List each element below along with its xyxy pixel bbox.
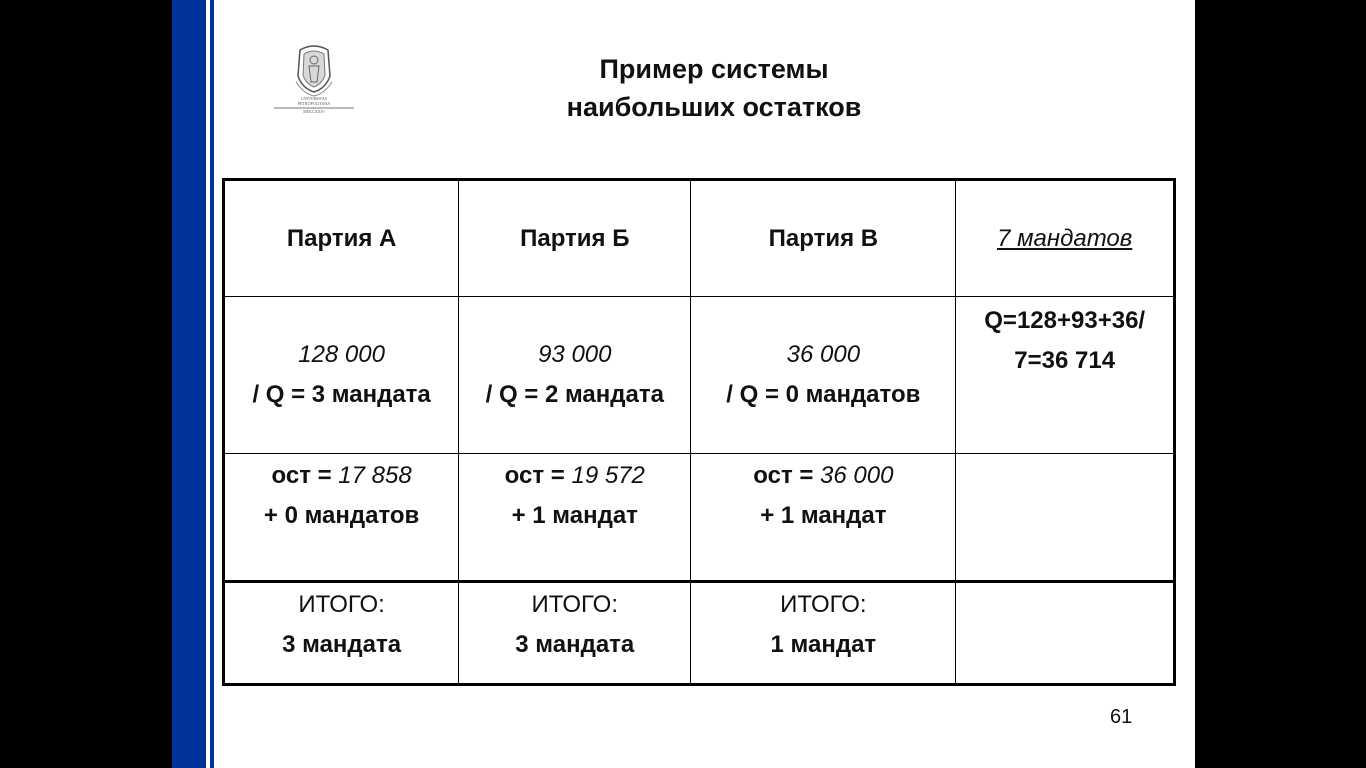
svg-text:MDCCXXIV: MDCCXXIV xyxy=(303,109,325,114)
table-header-row xyxy=(224,180,1175,297)
cell-votes-v xyxy=(691,297,956,454)
cell-votes-a xyxy=(224,297,459,454)
extra-seats-b: + 1 мандат xyxy=(511,502,638,529)
page-number: 61 xyxy=(1110,706,1133,728)
quota-result-v: / Q = 0 мандатов xyxy=(726,381,921,408)
quota-formula-line-2: 7=36 714 xyxy=(1014,347,1116,374)
table-row-remainder xyxy=(224,454,1175,582)
cell-total-b xyxy=(459,582,691,685)
header-party-a: Партия А xyxy=(224,180,459,297)
remainder-label-a: ост = xyxy=(271,462,339,489)
cell-remainder-b xyxy=(459,454,691,582)
university-crest-icon xyxy=(274,42,354,114)
total-v: 1 мандат xyxy=(770,631,877,658)
left-blue-bar xyxy=(172,0,206,768)
quota-result-b: / Q = 2 мандата xyxy=(485,381,664,408)
seats-total-label: 7 мандатов xyxy=(997,224,1133,252)
header-party-b: Партия Б xyxy=(459,180,691,297)
left-white-edge xyxy=(214,0,216,768)
quota-result-a: / Q = 3 мандата xyxy=(252,381,431,408)
cell-remainder-empty xyxy=(956,454,1175,582)
slide-title xyxy=(512,50,916,126)
cell-quota-formula xyxy=(956,297,1175,454)
total-label-b: ИТОГО: xyxy=(531,591,619,618)
svg-text:PETROPOLITANA: PETROPOLITANA xyxy=(297,101,331,106)
title-line-1: Пример системы xyxy=(599,54,829,84)
remainder-a: 17 858 xyxy=(338,462,412,489)
table-row-total xyxy=(224,582,1175,685)
seat-allocation-table xyxy=(222,178,1176,686)
cell-remainder-a xyxy=(224,454,459,582)
remainder-label-b: ост = xyxy=(504,462,572,489)
cell-total-v xyxy=(691,582,956,685)
votes-a: 128 000 xyxy=(298,341,385,368)
cell-remainder-v xyxy=(691,454,956,582)
extra-seats-v: + 1 мандат xyxy=(760,502,887,529)
table-row-quota xyxy=(224,297,1175,454)
total-label-v: ИТОГО: xyxy=(780,591,867,618)
header-seats-total xyxy=(956,180,1175,297)
total-a: 3 мандата xyxy=(282,631,402,658)
extra-seats-a: + 0 мандатов xyxy=(263,502,420,529)
cell-total-empty xyxy=(956,582,1175,685)
remainder-label-v: ост = xyxy=(753,462,821,489)
svg-text:UNIVERSITAS: UNIVERSITAS xyxy=(301,96,327,101)
slide xyxy=(172,0,1195,768)
header-party-v: Партия В xyxy=(691,180,956,297)
cell-votes-b xyxy=(459,297,691,454)
title-line-2: наибольших остатков xyxy=(566,92,862,122)
cell-total-a xyxy=(224,582,459,685)
remainder-b: 19 572 xyxy=(571,462,645,489)
votes-b: 93 000 xyxy=(538,341,612,368)
university-logo xyxy=(274,42,354,114)
votes-v: 36 000 xyxy=(786,341,861,368)
remainder-v: 36 000 xyxy=(820,462,894,489)
total-label-a: ИТОГО: xyxy=(298,591,385,618)
total-b: 3 мандата xyxy=(515,631,635,658)
quota-formula-line-1: Q=128+93+36/ xyxy=(984,307,1146,334)
